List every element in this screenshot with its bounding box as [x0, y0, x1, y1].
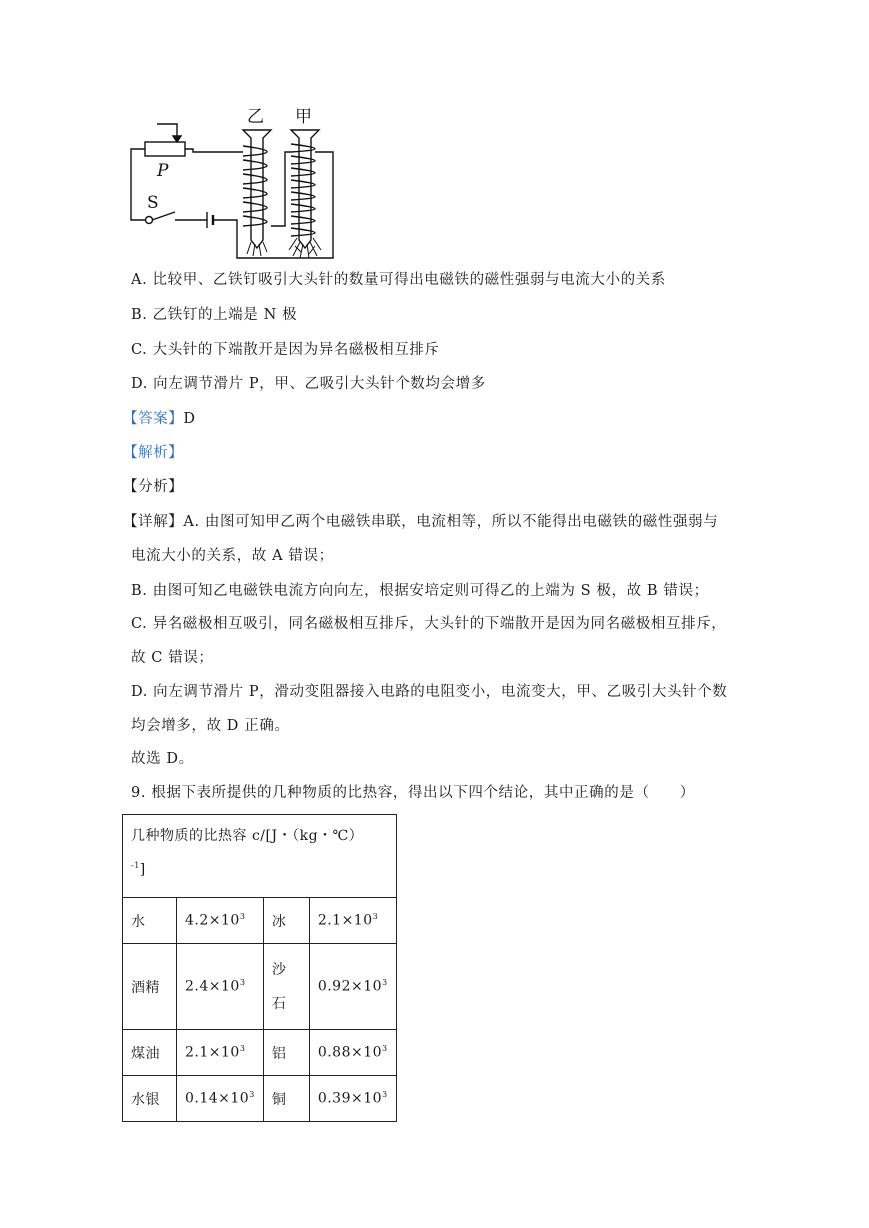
value-cell: $2.1\times 10^3$: [309, 898, 396, 944]
circuit-diagram: [125, 102, 355, 264]
value-cell: $0.14\times 10^3$: [177, 1076, 264, 1122]
label-jia: 甲: [295, 107, 312, 127]
material-cell: 煤油: [123, 1030, 177, 1076]
specific-heat-table: [122, 814, 397, 1122]
material-cell: 水: [123, 898, 177, 944]
table-row: [123, 1076, 397, 1122]
material-cell: 酒精: [123, 944, 177, 1030]
analysis-tag: 【解析】: [123, 445, 184, 461]
detail-tag: 【详解】: [123, 514, 184, 530]
nail-jia: [291, 130, 319, 248]
value-cell: $0.39\times 10^3$: [309, 1076, 396, 1122]
value-cell: $4.2\times 10^3$: [177, 898, 264, 944]
rheostat: [145, 142, 185, 156]
table-header-row: [123, 815, 397, 898]
detail-d-line2: 均会增多，故 D 正确。: [131, 718, 290, 734]
detail-a-line2: 电流大小的关系，故 A 错误；: [131, 548, 334, 564]
label-s: S: [147, 193, 159, 213]
detail-b: B. 由图可知乙电磁铁电流方向向左，根据安培定则可得乙的上端为 S 极，故 B 错误；: [131, 583, 709, 599]
option-a: A. 比较甲、乙铁钉吸引大头针的数量可得出电磁铁的磁性强弱与电流大小的关系: [131, 272, 666, 288]
material-cell: 铝: [263, 1030, 309, 1076]
option-c: C. 大头针的下端散开是因为异名磁极相互排斥: [131, 342, 440, 358]
label-p: P: [157, 161, 169, 181]
material-cell: 铜: [263, 1076, 309, 1122]
answer-tag: 【答案】: [123, 411, 184, 427]
nail-yi: [243, 130, 271, 248]
switch-s: [152, 212, 175, 220]
answer-value: D: [183, 411, 196, 427]
option-d: D. 向左调节滑片 P，甲、乙吸引大头针个数均会增多: [131, 376, 486, 392]
value-cell: $0.92\times 10^3$: [309, 944, 396, 1030]
fenxi-tag: 【分析】: [123, 479, 184, 495]
material-cell: 水银: [123, 1076, 177, 1122]
material-cell: 冰: [263, 898, 309, 944]
table-row: [123, 898, 397, 944]
question9-stem: 9. 根据下表所提供的几种物质的比热容，得出以下四个结论，其中正确的是（ ）: [131, 785, 695, 801]
value-cell: $2.4\times 10^3$: [177, 944, 264, 1030]
table-row: [123, 944, 397, 1030]
answer-line: [123, 409, 196, 429]
value-cell: $0.88\times 10^3$: [309, 1030, 396, 1076]
value-cell: $2.1\times 10^3$: [177, 1030, 264, 1076]
label-yi: 乙: [247, 107, 264, 127]
detail-a-line1: [123, 512, 718, 532]
detail-a1: A. 由图可知甲乙两个电磁铁串联，电流相等，所以不能得出电磁铁的磁性强弱与: [183, 514, 719, 530]
conclusion: 故选 D。: [131, 751, 194, 767]
table-row: [123, 1030, 397, 1076]
material-cell: 沙 石: [263, 944, 309, 1030]
table-header: 几种物质的比热容 c/[J・（kg・℃） $^{-1}$]: [123, 815, 397, 898]
detail-c-line1: C. 异名磁极相互吸引，同名磁极相互排斥，大头针的下端散开是因为同名磁极相互排斥，: [131, 616, 727, 632]
detail-c-line2: 故 C 错误；: [131, 650, 214, 666]
detail-d-line1: D. 向左调节滑片 P，滑动变阻器接入电路的电阻变小，电流变大，甲、乙吸引大头针个数: [131, 684, 728, 700]
option-b: B. 乙铁钉的上端是 N 极: [131, 307, 298, 323]
